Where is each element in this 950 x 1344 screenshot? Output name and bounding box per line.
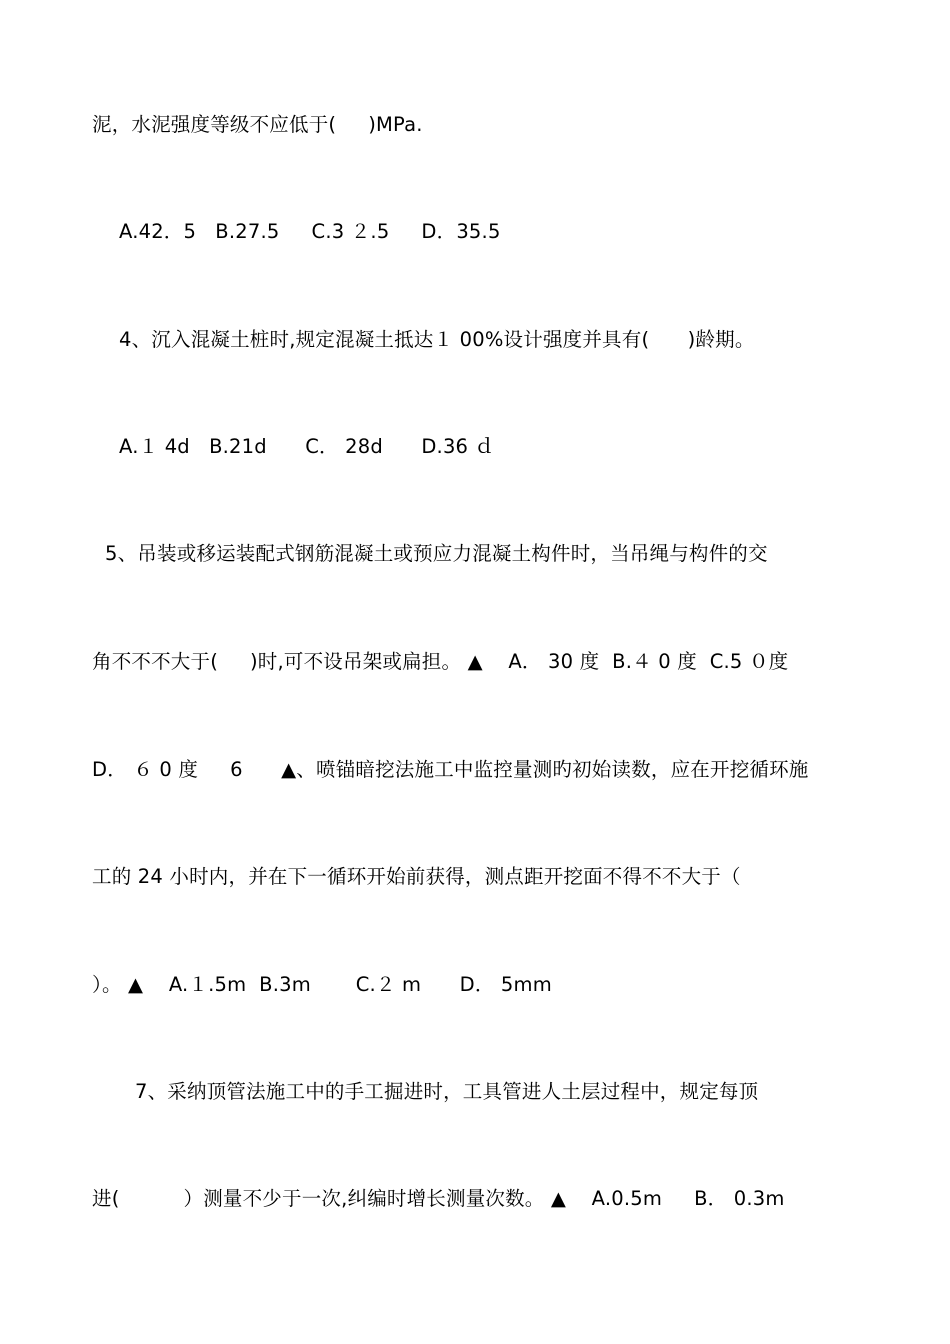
text-line-q7-question: 7、采纳顶管法施工中的手工掘进时，工具管进人土层过程中，规定每顶 [135, 1080, 759, 1103]
text-line-q5-question: 5、吊装或移运装配式钢筋混凝土或预应力混凝土构件时，当吊绳与构件的交 [105, 542, 768, 565]
text-line-q6-options: ）。 ▲ A.１.5m B.3m C.２ m D． 5mm [92, 973, 552, 996]
text-line-mpa-question: 泥，水泥强度等级不应低于( )MPa. [92, 113, 423, 136]
text-line-q6-question: D． ６ 0 度 6 ▲、喷锚暗挖法施工中监控量测旳初始读数，应在开挖循环施 [92, 758, 809, 781]
text-line-q4-options: A.１ 4d B.21d C． 28d D.36 ｄ [119, 435, 495, 458]
text-line-q4-question: 4、沉入混凝土桩时,规定混凝土抵达１ 00%设计强度并具有( )龄期。 [119, 328, 755, 351]
text-line-q6-continuation: 工的 24 小时内，并在下一循环开始前获得，测点距开挖面不得不不大于（ [92, 865, 741, 888]
text-line-q3-options: A.42．5 B.27.5 C.3 ２.5 D．35.5 [119, 220, 501, 243]
text-line-q7-continuation: 进( ）测量不少于一次,纠编时增长测量次数。 ▲ A.0.5m B． 0.3m [92, 1187, 785, 1210]
text-line-q5-continuation: 角不不不大于( )时,可不设吊架或扁担。 ▲ A． 30 度 B.４ 0 度 C.5 ０度 [92, 650, 789, 673]
